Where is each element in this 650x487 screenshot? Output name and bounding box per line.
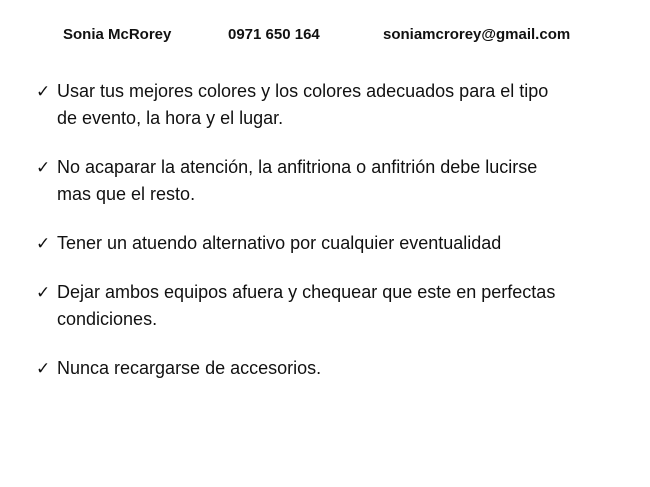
item-line: de evento, la hora y el lugar.	[57, 108, 284, 128]
list-item	[36, 230, 611, 257]
contact-name: Sonia McRorey	[63, 26, 172, 43]
contact-email: soniamcrorey@gmail.com	[383, 26, 571, 43]
check-icon: ✓	[36, 234, 51, 253]
item-line: mas que el resto.	[57, 184, 196, 204]
item-line: Dejar ambos equipos afuera y chequear que este en perfectas	[57, 282, 556, 302]
item-line: condiciones.	[57, 309, 158, 329]
checklist	[36, 78, 611, 404]
list-item	[36, 355, 611, 382]
contact-phone: 0971 650 164	[228, 26, 320, 43]
item-line: No acaparar la atención, la anfitriona o anfitrión debe lucirse	[57, 157, 538, 177]
check-icon: ✓	[36, 359, 51, 378]
check-icon: ✓	[36, 158, 51, 177]
item-line: Usar tus mejores colores y los colores adecuados para el tipo	[57, 81, 549, 101]
item-line: Tener un atuendo alternativo por cualquier eventualidad	[57, 233, 502, 253]
check-icon: ✓	[36, 82, 51, 101]
item-line: Nunca recargarse de accesorios.	[57, 358, 322, 378]
contact-header	[0, 24, 650, 46]
check-icon: ✓	[36, 283, 51, 302]
list-item	[36, 78, 611, 132]
list-item	[36, 279, 611, 333]
list-item	[36, 154, 611, 208]
